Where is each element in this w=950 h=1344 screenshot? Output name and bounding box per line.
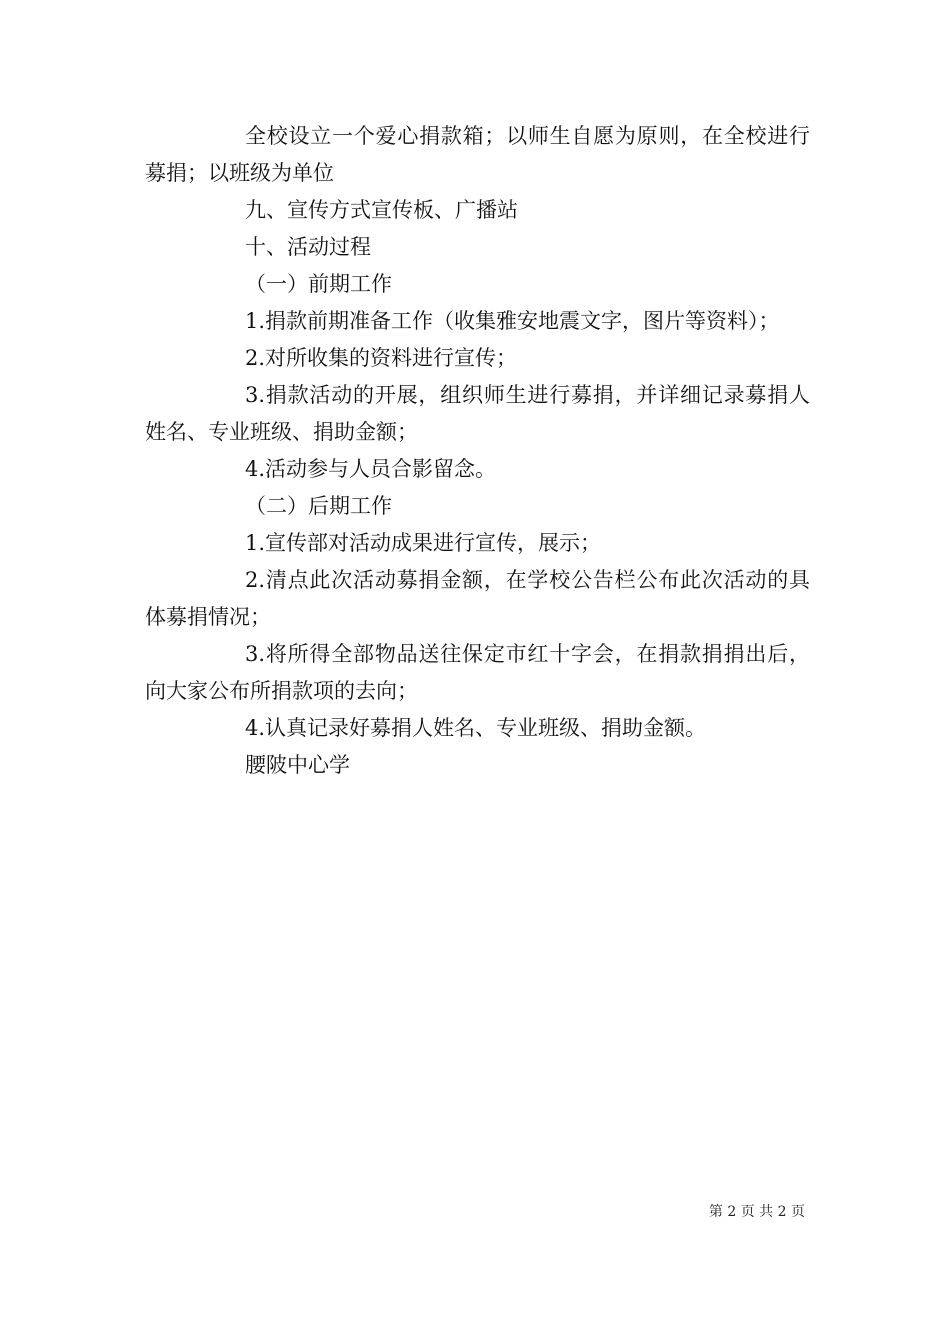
- paragraph-prep-item-2: 2.对所收集的资料进行宣传；: [245, 346, 518, 370]
- paragraph-prep-item-4: 4.活动参与人员合影留念。: [245, 457, 497, 481]
- document-body: [145, 118, 810, 784]
- paragraph-later-item-2: 2.清点此次活动募捐金额，在学校公告栏公布此次活动的具体募捐情况；: [145, 568, 810, 629]
- paragraph-later-item-4: 4.认真记录好募捐人姓名、专业班级、捐助金额。: [245, 716, 707, 740]
- paragraph-later-item-1: 1.宣传部对活动成果进行宣传，展示；: [245, 531, 602, 555]
- paragraph-prep-item-3: 3.捐款活动的开展，组织师生进行募捐，并详细记录募捐人姓名、专业班级、捐助金额；: [145, 383, 810, 444]
- paragraph-later-work: （二）后期工作: [245, 494, 392, 518]
- paragraph-later-item-3: 3.将所得全部物品送往保定市红十字会，在捐款捐捐出后，向大家公布所捐款项的去向；: [145, 642, 810, 703]
- page-number: 第 2 页 共 2 页: [708, 1204, 805, 1220]
- paragraph-signature: 腰陂中心学: [245, 753, 350, 777]
- paragraph-activity-process: 十、活动过程: [245, 235, 371, 259]
- paragraph-donation-box: 全校设立一个爱心捐款箱；以师生自愿为原则，在全校进行募捐；以班级为单位: [145, 124, 810, 185]
- paragraph-publicity-method: 九、宣传方式宣传板、广播站: [245, 198, 518, 222]
- paragraph-prep-item-1: 1.捐款前期准备工作（收集雅安地震文字，图片等资料）；: [245, 309, 780, 333]
- paragraph-preliminary-work: （一）前期工作: [245, 272, 392, 296]
